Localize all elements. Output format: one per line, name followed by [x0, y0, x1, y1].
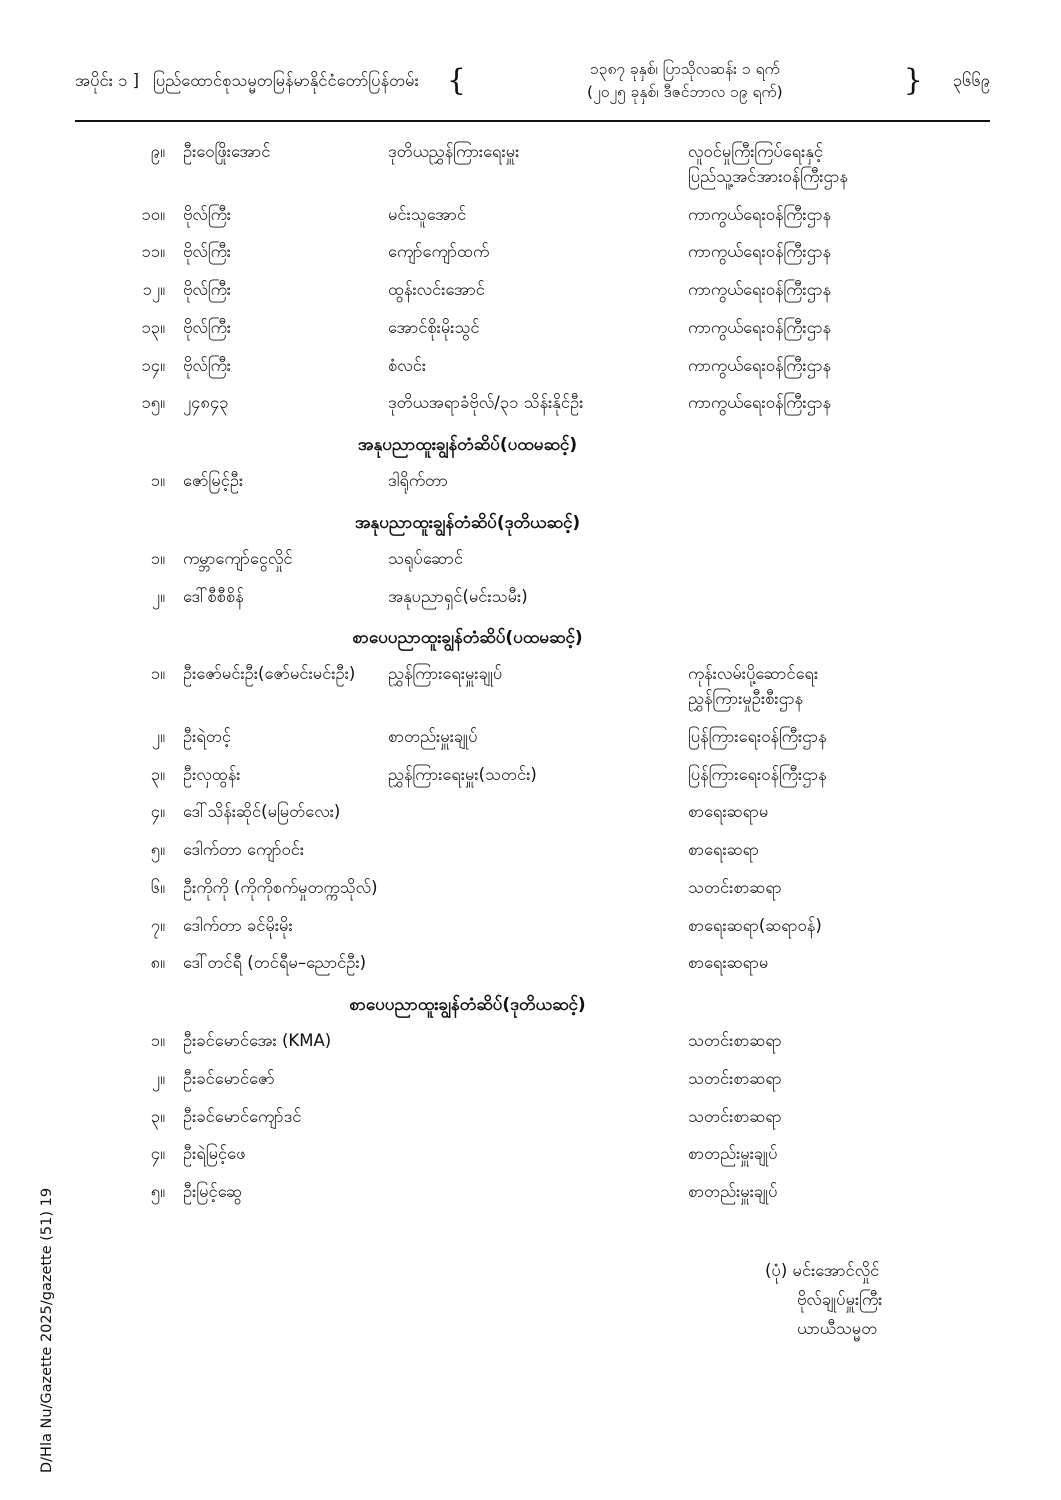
- header-gazette-title: ပြည်ထောင်စုသမ္မတမြန်မာနိုင်ငံတော်ပြန်တမ်း: [153, 71, 419, 91]
- awardee-row: [75, 951, 990, 976]
- section-title: စာပေပညာထူးချွန်တံဆိပ်(ပထမဆင့်): [352, 628, 583, 649]
- awardee-row: [75, 725, 990, 750]
- awardee-row: [75, 203, 990, 228]
- row-rank-or-name: ဦးရဲမြင့်ဖေ: [183, 1144, 246, 1164]
- row-number: ၆။: [150, 877, 165, 897]
- page-body: [75, 140, 990, 1343]
- row-rank-or-name: ဦးဝေဖြိုးအောင်: [183, 142, 271, 161]
- row-rank-or-name: ဦးခင်မောင်အေး (KMA): [183, 1031, 332, 1050]
- row-department-subline: ညွှန်ကြားမှုဦးစီးဌာန: [688, 689, 804, 708]
- row-rank-or-name: ဗိုလ်ကြီး: [183, 317, 232, 337]
- row-department: စာရေးဆရာမ: [688, 953, 769, 973]
- awardee-row: [75, 391, 990, 416]
- awardee-row: [75, 469, 990, 494]
- row-rank-or-name: ဦးမြင့်ဆွေ: [183, 1182, 242, 1201]
- row-department: စာတည်းမှူးချုပ်: [688, 1144, 778, 1164]
- row-rank-or-name: ဗိုလ်ကြီး: [183, 355, 232, 375]
- row-position: စံလင်း: [388, 355, 427, 375]
- awardee-row: [75, 1105, 990, 1130]
- row-number: ၁၀။: [141, 204, 165, 224]
- awardee-row: [75, 1180, 990, 1205]
- awardee-row: [75, 316, 990, 341]
- awardee-row: [75, 838, 990, 863]
- row-position: ဒုတိယအရာခံဗိုလ်/၃၁ သိန်းနိုင်ဦး: [388, 393, 584, 413]
- row-position: အောင်စိုးမိုးသွင်: [388, 317, 480, 337]
- awardee-row: [75, 240, 990, 265]
- row-rank-or-name: ဒေါက်တာ ကျော်ဝင်း: [183, 840, 305, 859]
- row-rank-or-name: ဒေါ်တင်ရီ (တင်ရီမ–ညောင်ဦး): [183, 953, 367, 973]
- awardee-row: [75, 585, 990, 610]
- row-department: ကာကွယ်ရေးဝန်ကြီးဌာန: [688, 355, 832, 375]
- row-position: သရုပ်ဆောင်: [388, 548, 464, 568]
- row-position: မင်းသူအောင်: [388, 204, 467, 224]
- row-rank-or-name: ဒေါ်စီစီစိန်: [183, 586, 244, 606]
- row-position: ညွှန်ကြားရေးမှူး(သတင်း): [388, 764, 537, 784]
- row-position: ကျော်ကျော်ထက်: [388, 242, 490, 262]
- row-number: ၁၄။: [141, 355, 165, 375]
- header-date-gregorian: (၂၀၂၅ ခုနှစ်၊ ဒီဇင်ဘာလ ၁၉ ရက်): [587, 83, 783, 102]
- row-department: ကာကွယ်ရေးဝန်ကြီးဌာန: [688, 280, 832, 299]
- row-department: စာရေးဆရာ: [688, 840, 759, 859]
- row-rank-or-name: ဦးခင်မောင်ဇော်: [183, 1068, 275, 1088]
- row-rank-or-name: ဦးဇော်မင်းဦး(ဇော်မင်းမင်းဦး): [183, 664, 356, 684]
- row-number: ၂။: [151, 1068, 165, 1088]
- header-date-block: [476, 58, 894, 105]
- row-rank-or-name: ဒေါ်သိန်းဆိုင်(မမြတ်လေး): [183, 802, 341, 822]
- section-title: အနုပညာထူးချွန်တံဆိပ်(ပထမဆင့်): [357, 435, 578, 455]
- awardee-row: [75, 662, 990, 712]
- row-position: ညွှန်ကြားရေးမှူးချုပ်: [388, 664, 503, 684]
- row-number: ၃။: [150, 764, 165, 784]
- row-department: စာရေးဆရာမ: [688, 802, 769, 822]
- awardee-row: [75, 1067, 990, 1092]
- row-department: ကာကွယ်ရေးဝန်ကြီးဌာန: [688, 317, 832, 337]
- row-number: ၁။: [150, 471, 165, 490]
- row-department: ကာကွယ်ရေးဝန်ကြီးဌာန: [688, 393, 832, 413]
- awardee-row: [75, 1142, 990, 1167]
- awardee-row: [75, 547, 990, 572]
- row-department: စာတည်းမှူးချုပ်: [688, 1182, 778, 1201]
- row-number: ၁။: [150, 664, 165, 684]
- row-number: ၂။: [151, 586, 165, 606]
- row-rank-or-name: ဇော်မြင့်ဦး: [183, 471, 244, 490]
- row-number: ၄။: [150, 802, 165, 822]
- row-department: ကာကွယ်ရေးဝန်ကြီးဌာန: [688, 242, 832, 262]
- awardee-row: [75, 278, 990, 303]
- row-position: ဒုတိယညွှန်ကြားရေးမှူး: [388, 142, 520, 161]
- brace-close-glyph: }: [903, 63, 923, 99]
- row-rank-or-name: ဦးလှထွန်း: [183, 764, 241, 784]
- row-department: ပြန်ကြားရေးဝန်ကြီးဌာန: [688, 764, 827, 784]
- row-department: ပြန်ကြားရေးဝန်ကြီးဌာန: [688, 726, 827, 746]
- row-department: သတင်းစာဆရာ: [688, 1106, 782, 1126]
- row-rank-or-name: ဦးရဲတင့်: [183, 726, 232, 746]
- row-number: ၁။: [150, 548, 165, 568]
- brace-open-glyph: {: [446, 63, 466, 99]
- row-department: ကုန်းလမ်းပို့ဆောင်ရေး ညွှန်ကြားမှုဦးစီးဌာန: [688, 662, 990, 712]
- header-date-myanmar: ၁၃၈၇ ခုနှစ်၊ ပြာသိုလဆန်း ၁ ရက်: [590, 60, 780, 78]
- row-number: ၄။: [150, 1144, 165, 1164]
- page-header: [75, 58, 990, 105]
- row-number: ၁။: [150, 1031, 165, 1050]
- row-department: ကာကွယ်ရေးဝန်ကြီးဌာန: [688, 204, 832, 224]
- row-rank-or-name: ဗိုလ်ကြီး: [183, 280, 232, 299]
- awardee-row: [75, 1029, 990, 1054]
- row-department-subline: ပြည်သူ့အင်အားဝန်ကြီးဌာန: [688, 166, 848, 186]
- row-department: စာရေးဆရာ(ဆရာဝန်): [688, 915, 822, 935]
- row-number: ၅။: [150, 1182, 165, 1201]
- signature-name: (ပုံ) မင်းအောင်လှိုင်: [765, 1260, 880, 1280]
- section-title: အနုပညာထူးချွန်တံဆိပ်(ဒုတိယဆင့်): [354, 512, 581, 533]
- row-position: ထွန်းလင်းအောင်: [388, 280, 485, 299]
- row-number: ၁၃။: [141, 317, 165, 337]
- row-rank-or-name: ဦးခင်မောင်ကျော်ဒင်: [183, 1106, 302, 1126]
- row-number: ၁၁။: [141, 242, 165, 262]
- row-number: ၈။: [150, 953, 165, 973]
- row-department: သတင်းစာဆရာ: [688, 1068, 782, 1088]
- awardee-row: [75, 914, 990, 939]
- row-position: စာတည်းမှူးချုပ်: [388, 726, 478, 746]
- awardee-row: [75, 140, 990, 190]
- row-rank-subline: (ဇော်မင်းမင်းဦး): [258, 664, 356, 684]
- row-number: ၇။: [150, 915, 165, 935]
- row-number: ၁၂။: [142, 280, 165, 299]
- row-number: ၂။: [151, 726, 165, 746]
- row-department: သတင်းစာဆရာ: [688, 1031, 782, 1050]
- header-divider: [75, 120, 990, 122]
- awardee-row: [75, 354, 990, 379]
- row-number: ၁၅။: [141, 393, 165, 413]
- row-rank-or-name: ဒေါက်တာ ခင်မိုးမိုး: [183, 915, 293, 935]
- row-position: ဒါရိုက်တာ: [388, 471, 448, 490]
- row-number: ၃။: [150, 1106, 165, 1126]
- awardee-row: [75, 876, 990, 901]
- row-rank-or-name: ဗိုလ်ကြီး: [183, 204, 232, 224]
- row-department: လူဝင်မှုကြီးကြပ်ရေးနှင့် ပြည်သူ့အင်အားဝန်ကြီးဌာန: [688, 140, 990, 190]
- awardee-row: [75, 800, 990, 825]
- row-rank-or-name: ၂၄၈၄၃: [183, 393, 229, 413]
- awardee-row: [75, 763, 990, 788]
- footer-reference-note: D/Hla Nu/Gazette 2025/gazette (51) 19: [39, 1187, 55, 1473]
- row-rank-or-name: ကမ္ဘာကျော်ငွေလှိုင်: [183, 548, 293, 568]
- row-rank-or-name: ဦးကိုကို (ကိုကိုစက်မှုတက္ကသိုလ်): [183, 877, 378, 897]
- row-department: သတင်းစာဆရာ: [688, 877, 782, 897]
- row-rank-or-name: ဗိုလ်ကြီး: [183, 242, 232, 262]
- signature-rank: ဗိုလ်ချုပ်မှူးကြီး: [797, 1289, 883, 1309]
- page-number: ၃၆၆၉: [952, 71, 990, 91]
- header-part-label: အပိုင်း ၁ ]: [75, 71, 140, 91]
- section-title: စာပေပညာထူးချွန်တံဆိပ်(ဒုတိယဆင့်): [349, 995, 586, 1015]
- row-number: ၅။: [150, 840, 165, 859]
- signature-block: [75, 1257, 990, 1344]
- row-number: ၉။: [150, 142, 165, 161]
- signature-title: ယာယီသမ္မတ: [797, 1318, 878, 1338]
- row-position: အနုပညာရှင်(မင်းသမီး): [388, 586, 528, 606]
